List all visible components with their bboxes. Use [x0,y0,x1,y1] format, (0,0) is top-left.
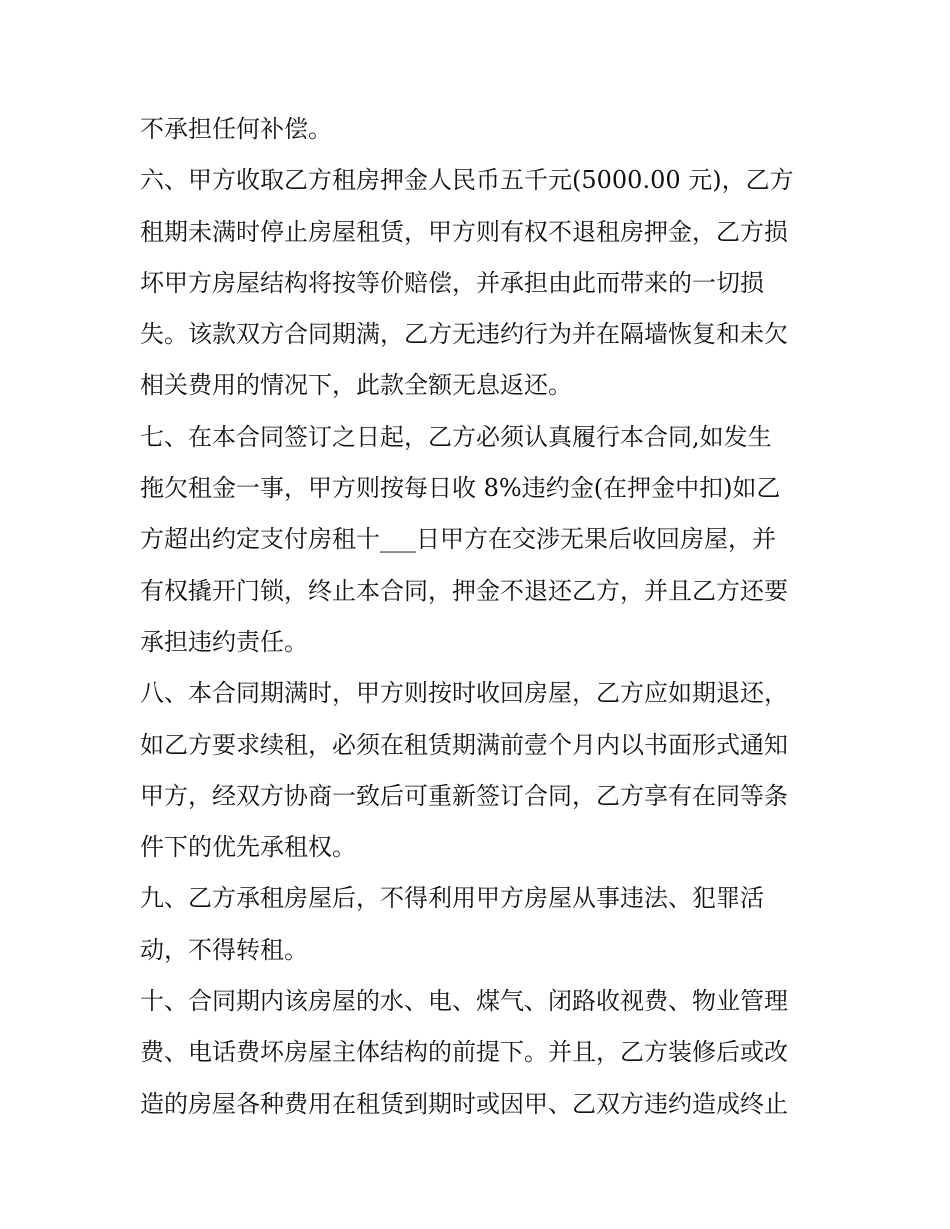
text-line: 承担违约责任。 [140,627,308,656]
text-line: 坏甲方房屋结构将按等价赔偿，并承担由此而带来的一切损 [140,268,764,297]
text-line: 不承担任何补偿。 [140,115,332,143]
text-line: 有权撬开门锁，终止本合同，押金不退还乙方，并且乙方还要 [140,576,788,605]
text-line: 七、在本合同签订之日起，乙方必须认真履行本合同,如发生 [140,422,772,451]
text-line: 费、电话费坏房屋主体结构的前提下。并且，乙方装修后或改 [140,1038,788,1067]
text-line: 造的房屋各种费用在租赁到期时或因甲、乙双方违约造成终止 [140,1089,788,1118]
text-line: 相关费用的情况下，此款全额无息返还。 [140,371,572,400]
text-line: 动，不得转租。 [140,935,308,964]
contract-text [140,104,820,1130]
text-line: 拖欠租金一事，甲方则按每日收 8%违约金(在押金中扣)如乙 [140,474,781,503]
text-line: 租期未满时停止房屋租赁，甲方则有权不退租房押金，乙方损 [140,217,788,246]
text-line: 如乙方要求续租，必须在租赁期满前壹个月内以书面形式通知 [140,730,788,759]
text-line: 九、乙方承租房屋后，不得利用甲方房屋从事违法、犯罪活 [140,884,764,913]
text-line: 件下的优先承租权。 [140,833,356,862]
text-line: 甲方，经双方协商一致后可重新签订合同，乙方享有在同等条 [140,781,788,810]
text-line: 十、合同期内该房屋的水、电、煤气、闭路收视费、物业管理 [140,987,788,1016]
text-line: 八、本合同期满时，甲方则按时收回房屋，乙方应如期退还， [140,679,788,708]
text-line: 六、甲方收取乙方租房押金人民币五千元(5000.00 元)，乙方 [140,166,794,195]
text-line: 方超出约定支付房租十___日甲方在交涉无果后收回房屋，并 [140,525,776,554]
text-line: 失。该款双方合同期满，乙方无违约行为并在隔墙恢复和未欠 [140,320,788,349]
